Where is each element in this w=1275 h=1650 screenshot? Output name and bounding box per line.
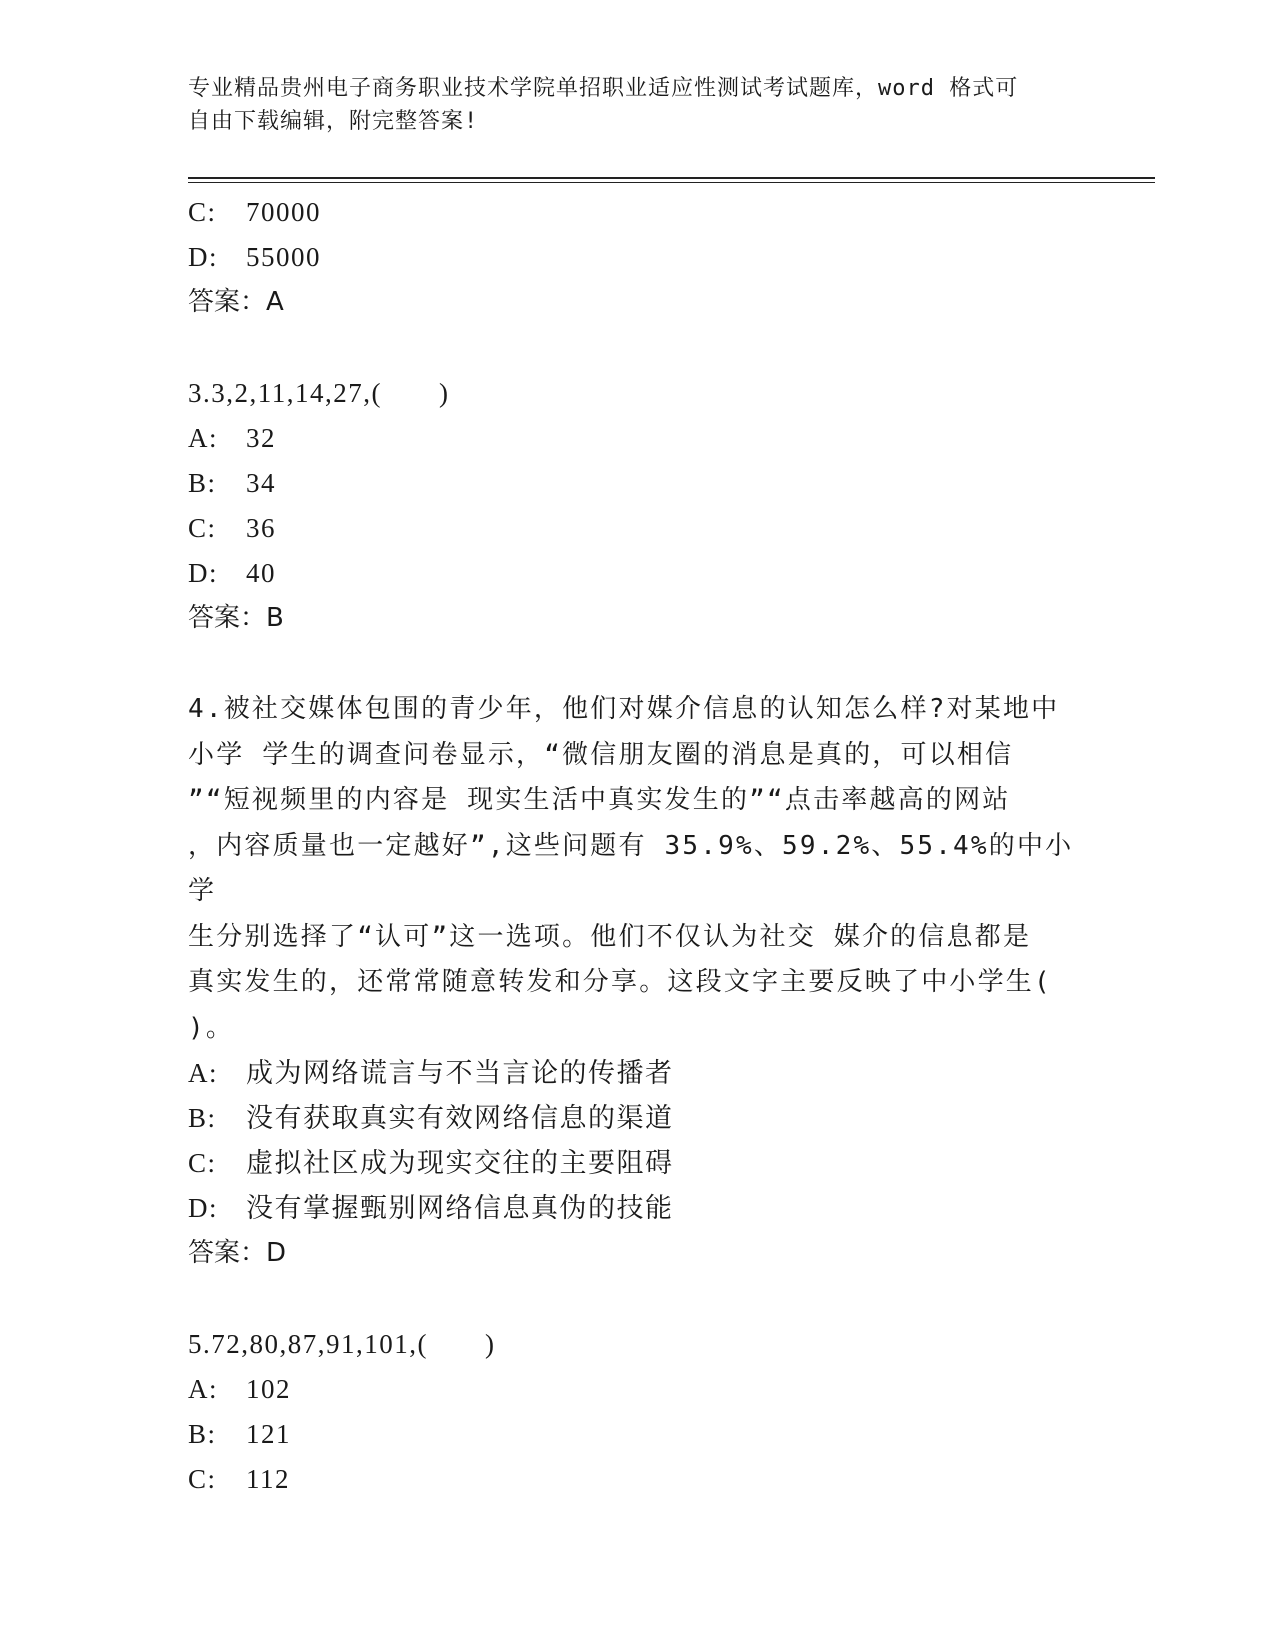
question-list [188,190,1078,1502]
option-label: C: [188,1464,217,1494]
question-4 [188,687,1078,1276]
option-text: 70000 [246,197,321,227]
stem-line: ”“短视频里的内容是 现实生活中真实发生的”“点击率越高的网站 [188,785,1011,815]
page-header [188,72,1068,138]
question-5 [188,1322,1078,1502]
option-b [188,1096,1078,1141]
option-text: 112 [246,1464,290,1494]
stem-line: 4.被社交媒体包围的青少年，他们对媒介信息的认知怎么样?对某地中 [188,694,1060,724]
option-label: A: [188,423,218,453]
option-label: B: [188,1103,217,1133]
option-text: 102 [246,1374,291,1404]
option-text: 成为网络谎言与不当言论的传播者 [246,1058,674,1088]
question-stem: 5.72,80,87,91,101,( ) [188,1329,496,1359]
option-text: 40 [246,558,276,588]
option-c [188,506,1078,551]
option-text: 虚拟社区成为现实交往的主要阻碍 [246,1148,674,1178]
option-a [188,1367,1078,1412]
answer: 答案：B [188,603,284,633]
stem-line: 真实发生的，还常常随意转发和分享。这段文字主要反映了中小学生( [188,967,1052,997]
stem-line: ，内容质量也一定越好”,这些问题有 35.9%、59.2%、55.4%的中小学 [188,830,1074,906]
option-text: 没有掌握甄别网络信息真伪的技能 [246,1193,674,1223]
option-c [188,1141,1078,1186]
header-line-2: 自由下载编辑，附完整答案! [188,109,479,134]
stem-line: )。 [188,1012,235,1043]
option-d [188,235,1078,280]
option-label: C: [188,1148,217,1178]
option-d [188,1186,1078,1231]
option-b [188,461,1078,506]
option-text: 32 [246,423,276,453]
question-3 [188,371,1078,641]
option-b [188,1412,1078,1457]
option-d [188,551,1078,596]
stem-line: 小学 学生的调查问卷显示，“微信朋友圈的消息是真的，可以相信 [188,739,1014,770]
answer: 答案：D [188,1238,287,1268]
question-2-tail [188,190,1078,325]
stem-line: 生分别选择了“认可”这一选项。他们不仅认为社交 媒介的信息都是 [188,921,1032,952]
option-text: 121 [246,1419,291,1449]
option-label: D: [188,1193,218,1223]
question-stem: 3.3,2,11,14,27,( ) [188,378,450,408]
option-label: B: [188,468,217,498]
option-label: D: [188,558,218,588]
option-label: C: [188,197,217,227]
option-label: A: [188,1374,218,1404]
option-label: C: [188,513,217,543]
option-c [188,1457,1078,1502]
option-label: D: [188,242,218,272]
header-divider [188,177,1155,183]
option-label: A: [188,1058,218,1088]
question-stem [188,687,1078,1051]
option-a [188,416,1078,461]
answer: 答案：A [188,287,284,317]
option-a [188,1051,1078,1096]
option-label: B: [188,1419,217,1449]
option-c [188,190,1078,235]
header-line-1: 专业精品贵州电子商务职业技术学院单招职业适应性测试考试题库，word 格式可 [188,76,1019,101]
option-text: 55000 [246,242,321,272]
option-text: 34 [246,468,276,498]
option-text: 36 [246,513,276,543]
option-text: 没有获取真实有效网络信息的渠道 [246,1103,674,1133]
